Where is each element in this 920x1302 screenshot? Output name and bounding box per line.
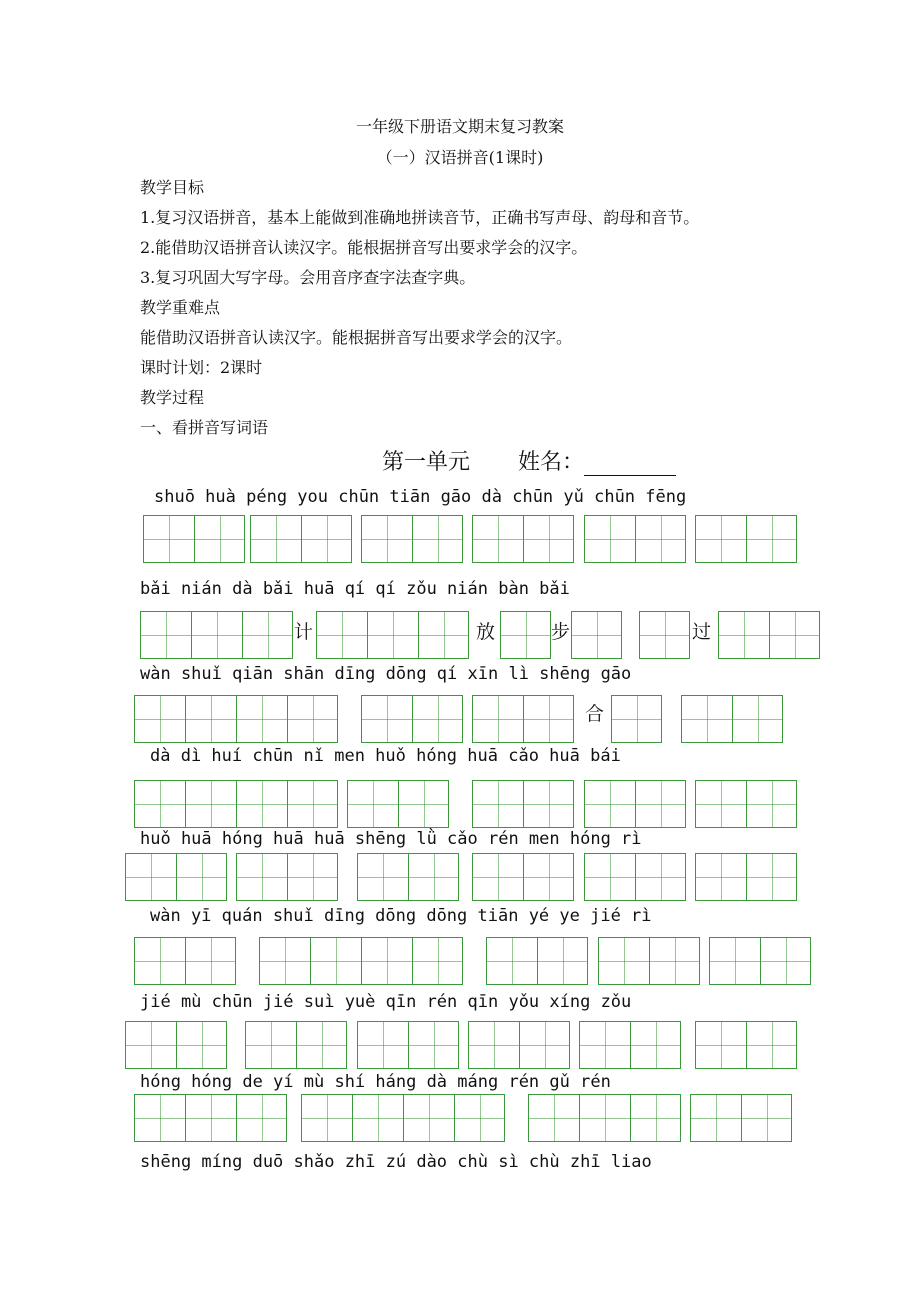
tian-grid-cell[interactable]: [191, 611, 242, 659]
writing-grid[interactable]: [134, 695, 338, 743]
writing-grid[interactable]: [472, 853, 574, 901]
writing-grid[interactable]: [468, 1021, 570, 1069]
tian-grid-cell[interactable]: [357, 853, 408, 901]
writing-grid[interactable]: [236, 853, 338, 901]
pinyin-row-5: huǒ huā hóng huā huā shēng lǜ cǎo rén men hóng rì: [140, 829, 642, 849]
tian-grid-cell[interactable]: [134, 780, 185, 828]
key-heading: 教学重难点: [140, 298, 221, 317]
name-label: 姓名：: [518, 450, 585, 475]
given-char: 过: [692, 621, 712, 643]
writing-grid[interactable]: [718, 611, 820, 659]
tian-grid-cell[interactable]: [523, 515, 574, 563]
goal-3: 3.复习巩固大写字母。会用音序查字法查字典。: [140, 268, 476, 287]
writing-grid[interactable]: [134, 937, 236, 985]
writing-grid[interactable]: [500, 611, 551, 659]
tian-grid-cell[interactable]: [310, 937, 361, 985]
writing-grid[interactable]: [125, 853, 227, 901]
writing-grid[interactable]: [357, 853, 459, 901]
tian-grid-cell[interactable]: [412, 695, 463, 743]
tian-grid-cell[interactable]: [635, 853, 686, 901]
pinyin-row-2: bǎi nián dà bǎi huā qí qí zǒu nián bàn bǎi: [140, 579, 570, 599]
pinyin-row-6: wàn yī quán shuǐ dīng dōng dōng tiān yé ye jié rì: [150, 906, 652, 926]
unit-title: 第一单元: [382, 450, 471, 475]
given-char: 合: [585, 703, 605, 725]
writing-grid[interactable]: [472, 780, 574, 828]
tian-grid-cell[interactable]: [760, 937, 811, 985]
tian-grid-cell[interactable]: [412, 515, 463, 563]
writing-grid[interactable]: [316, 611, 469, 659]
tian-grid-cell[interactable]: [259, 937, 310, 985]
tian-grid-cell[interactable]: [468, 1021, 519, 1069]
tian-grid-cell[interactable]: [718, 611, 769, 659]
tian-grid-cell[interactable]: [584, 853, 635, 901]
writing-grid[interactable]: [571, 611, 622, 659]
tian-grid-cell[interactable]: [579, 1094, 630, 1142]
tian-grid-cell[interactable]: [472, 780, 523, 828]
writing-grid[interactable]: [695, 853, 797, 901]
pinyin-row-3: wàn shuǐ qiān shān dīng dōng qí xīn lì shēng gāo: [140, 664, 632, 684]
tian-grid-cell[interactable]: [523, 780, 574, 828]
tian-grid-cell[interactable]: [412, 937, 463, 985]
tian-grid-cell[interactable]: [408, 853, 459, 901]
tian-grid-cell[interactable]: [143, 515, 194, 563]
tian-grid-cell[interactable]: [398, 780, 449, 828]
key-text: 能借助汉语拼音认读汉字。能根据拼音写出要求学会的汉字。: [140, 328, 573, 347]
tian-grid-cell[interactable]: [287, 853, 338, 901]
tian-grid-cell[interactable]: [746, 1021, 797, 1069]
writing-grid[interactable]: [472, 695, 574, 743]
writing-grid[interactable]: [598, 937, 700, 985]
writing-grid[interactable]: [301, 1094, 505, 1142]
writing-grid[interactable]: [611, 695, 662, 743]
tian-grid-cell[interactable]: [236, 780, 287, 828]
tian-grid-cell[interactable]: [598, 937, 649, 985]
lesson-plan: 课时计划：2课时: [140, 358, 263, 377]
tian-grid-cell[interactable]: [194, 515, 245, 563]
tian-grid-cell[interactable]: [630, 1094, 681, 1142]
pinyin-row-4: dà dì huí chūn nǐ men huǒ hóng huā cǎo huā bái: [150, 746, 621, 766]
tian-grid-cell[interactable]: [134, 695, 185, 743]
writing-grid[interactable]: [143, 515, 245, 563]
tian-grid-cell[interactable]: [571, 611, 622, 659]
tian-grid-cell[interactable]: [500, 611, 551, 659]
tian-grid-cell[interactable]: [367, 611, 418, 659]
goal-2: 2.能借助汉语拼音认读汉字。能根据拼音写出要求学会的汉字。: [140, 238, 588, 257]
tian-grid-cell[interactable]: [695, 515, 746, 563]
tian-grid-cell[interactable]: [584, 515, 635, 563]
tian-grid-cell[interactable]: [746, 780, 797, 828]
tian-grid-cell[interactable]: [242, 611, 293, 659]
writing-grid[interactable]: [259, 937, 463, 985]
tian-grid-cell[interactable]: [537, 937, 588, 985]
tian-grid-cell[interactable]: [250, 515, 301, 563]
tian-grid-cell[interactable]: [769, 611, 820, 659]
tian-grid-cell[interactable]: [630, 1021, 681, 1069]
tian-grid-cell[interactable]: [519, 1021, 570, 1069]
tian-grid-cell[interactable]: [584, 780, 635, 828]
tian-grid-cell[interactable]: [418, 611, 469, 659]
pinyin-row-7: jié mù chūn jié suì yuè qīn rén qīn yǒu xíng zǒu: [140, 992, 632, 1012]
writing-grid[interactable]: [579, 1021, 681, 1069]
pinyin-row-1: shuō huà péng you chūn tiān gāo dà chūn yǔ chūn fēng: [154, 487, 687, 507]
tian-grid-cell[interactable]: [523, 853, 574, 901]
writing-grid[interactable]: [528, 1094, 681, 1142]
tian-grid-cell[interactable]: [528, 1094, 579, 1142]
writing-grid[interactable]: [695, 515, 797, 563]
writing-grid[interactable]: [361, 695, 463, 743]
tian-grid-cell[interactable]: [301, 1094, 352, 1142]
tian-grid-cell[interactable]: [741, 1094, 792, 1142]
tian-grid-cell[interactable]: [472, 695, 523, 743]
tian-grid-cell[interactable]: [185, 1094, 236, 1142]
tian-grid-cell[interactable]: [523, 695, 574, 743]
writing-grid[interactable]: [709, 937, 811, 985]
tian-grid-cell[interactable]: [361, 937, 412, 985]
writing-grid[interactable]: [695, 780, 797, 828]
tian-grid-cell[interactable]: [347, 780, 398, 828]
lesson-subtitle: （一）汉语拼音(1课时): [376, 148, 544, 167]
tian-grid-cell[interactable]: [649, 937, 700, 985]
tian-grid-cell[interactable]: [185, 780, 236, 828]
writing-grid[interactable]: [245, 1021, 347, 1069]
tian-grid-cell[interactable]: [732, 695, 783, 743]
tian-grid-cell[interactable]: [579, 1021, 630, 1069]
writing-grid[interactable]: [361, 515, 463, 563]
tian-grid-cell[interactable]: [287, 695, 338, 743]
tian-grid-cell[interactable]: [408, 1021, 459, 1069]
tian-grid-cell[interactable]: [134, 1094, 185, 1142]
given-char: 计: [294, 621, 314, 643]
tian-grid-cell[interactable]: [176, 1021, 227, 1069]
tian-grid-cell[interactable]: [185, 937, 236, 985]
tian-grid-cell[interactable]: [635, 780, 686, 828]
writing-grid[interactable]: [639, 611, 690, 659]
pinyin-row-8: hóng hóng de yí mù shí háng dà máng rén gǔ rén: [140, 1072, 611, 1092]
tian-grid-cell[interactable]: [316, 611, 367, 659]
writing-grid[interactable]: [584, 515, 686, 563]
tian-grid-cell[interactable]: [185, 695, 236, 743]
writing-grid[interactable]: [134, 1094, 287, 1142]
tian-grid-cell[interactable]: [695, 780, 746, 828]
tian-grid-cell[interactable]: [140, 611, 191, 659]
tian-grid-cell[interactable]: [236, 695, 287, 743]
tian-grid-cell[interactable]: [695, 1021, 746, 1069]
writing-grid[interactable]: [357, 1021, 459, 1069]
tian-grid-cell[interactable]: [695, 853, 746, 901]
writing-grid[interactable]: [347, 780, 449, 828]
tian-grid-cell[interactable]: [296, 1021, 347, 1069]
writing-grid[interactable]: [125, 1021, 227, 1069]
tian-grid-cell[interactable]: [639, 611, 690, 659]
tian-grid-cell[interactable]: [287, 780, 338, 828]
writing-grid[interactable]: [690, 1094, 792, 1142]
tian-grid-cell[interactable]: [746, 515, 797, 563]
tian-grid-cell[interactable]: [681, 695, 732, 743]
tian-grid-cell[interactable]: [352, 1094, 403, 1142]
tian-grid-cell[interactable]: [125, 1021, 176, 1069]
section-heading: 一、看拼音写词语: [140, 418, 269, 437]
writing-grid[interactable]: [134, 780, 338, 828]
writing-grid[interactable]: [250, 515, 352, 563]
tian-grid-cell[interactable]: [361, 515, 412, 563]
worksheet-header: [382, 450, 676, 476]
writing-grid[interactable]: [472, 515, 574, 563]
tian-grid-cell[interactable]: [746, 853, 797, 901]
tian-grid-cell[interactable]: [176, 853, 227, 901]
name-blank[interactable]: [584, 455, 676, 476]
tian-grid-cell[interactable]: [301, 515, 352, 563]
given-char: 步: [551, 621, 571, 643]
tian-grid-cell[interactable]: [236, 853, 287, 901]
writing-grid[interactable]: [584, 853, 686, 901]
tian-grid-cell[interactable]: [125, 853, 176, 901]
tian-grid-cell[interactable]: [454, 1094, 505, 1142]
tian-grid-cell[interactable]: [403, 1094, 454, 1142]
writing-grid[interactable]: [584, 780, 686, 828]
writing-grid[interactable]: [140, 611, 293, 659]
writing-grid[interactable]: [486, 937, 588, 985]
tian-grid-cell[interactable]: [690, 1094, 741, 1142]
tian-grid-cell[interactable]: [134, 937, 185, 985]
writing-grid[interactable]: [695, 1021, 797, 1069]
tian-grid-cell[interactable]: [245, 1021, 296, 1069]
tian-grid-cell[interactable]: [709, 937, 760, 985]
tian-grid-cell[interactable]: [361, 695, 412, 743]
process-heading: 教学过程: [140, 388, 205, 407]
writing-grid[interactable]: [681, 695, 783, 743]
tian-grid-cell[interactable]: [611, 695, 662, 743]
tian-grid-cell[interactable]: [472, 515, 523, 563]
tian-grid-cell[interactable]: [357, 1021, 408, 1069]
tian-grid-cell[interactable]: [472, 853, 523, 901]
given-char: 放: [476, 621, 496, 643]
tian-grid-cell[interactable]: [236, 1094, 287, 1142]
tian-grid-cell[interactable]: [486, 937, 537, 985]
goal-1: 1.复习汉语拼音，基本上能做到准确地拼读音节，正确书写声母、韵母和音节。: [140, 208, 700, 227]
tian-grid-cell[interactable]: [635, 515, 686, 563]
page-title: 一年级下册语文期末复习教案: [355, 117, 564, 136]
pinyin-row-9: shēng míng duō shǎo zhī zú dào chù sì chù zhī liao: [140, 1152, 652, 1172]
goals-heading: 教学目标: [140, 178, 205, 197]
